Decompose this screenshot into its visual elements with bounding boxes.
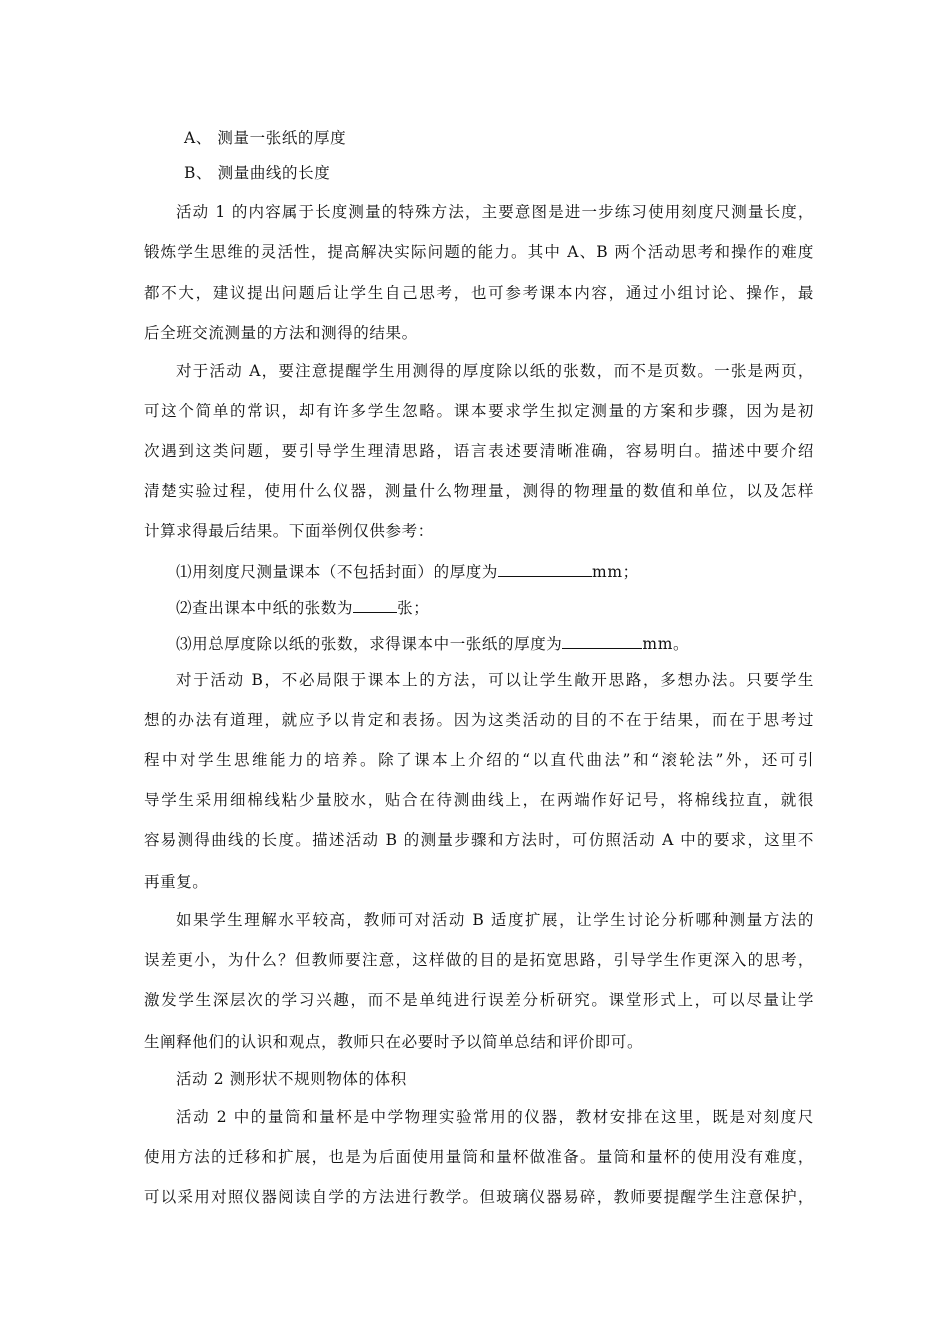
para3-line5: 容易测得曲线的长度。描述活动 B 的测量步骤和方法时，可仿照活动 A 中的要求，这里不 xyxy=(144,831,814,849)
para5-line3: 可以采用对照仪器阅读自学的方法进行教学。但玻璃仪器易碎，教师要提醒学生注意保护， xyxy=(144,1188,814,1206)
section-heading-activity-2: 活动 2 测形状不规则物体的体积 xyxy=(176,1070,407,1088)
step-1-blank xyxy=(498,561,592,577)
step-2-text: ⑵查出课本中纸的张数为 xyxy=(176,599,354,617)
para2-line5: 计算求得最后结果。下面举例仅供参考： xyxy=(144,522,434,540)
para1-line2: 锻炼学生思维的灵活性，提高解决实际问题的能力。其中 A、B 两个活动思考和操作的难度 xyxy=(144,243,814,261)
step-3-unit: mm。 xyxy=(642,635,690,653)
step-2 xyxy=(176,597,814,618)
para2-line1: 对于活动 A，要注意提醒学生用测得的厚度除以纸的张数，而不是页数。一张是两页， xyxy=(176,362,814,380)
para5-line1: 活动 2 中的量筒和量杯是中学物理实验常用的仪器，教材安排在这里，既是对刻度尺 xyxy=(176,1108,814,1126)
para3-line3: 程中对学生思维能力的培养。除了课本上介绍的“以直代曲法”和“滚轮法”外，还可引 xyxy=(144,751,814,769)
step-1 xyxy=(176,561,814,582)
para3-line4: 导学生采用细棉线粘少量胶水，贴合在待测曲线上，在两端作好记号，将棉线拉直，就很 xyxy=(144,791,814,809)
para1-line4: 后全班交流测量的方法和测得的结果。 xyxy=(144,324,418,342)
item-a: A、 测量一张纸的厚度 xyxy=(184,129,347,147)
para3-line6: 再重复。 xyxy=(144,873,209,891)
item-b: B、 测量曲线的长度 xyxy=(184,164,331,182)
para2-line4: 清楚实验过程，使用什么仪器，测量什么物理量，测得的物理量的数值和单位，以及怎样 xyxy=(144,482,814,500)
step-3-blank xyxy=(562,633,642,649)
step-1-text: ⑴用刻度尺测量课本（不包括封面）的厚度为 xyxy=(176,563,499,581)
para2-line2: 可这个简单的常识，却有许多学生忽略。课本要求学生拟定测量的方案和步骤，因为是初 xyxy=(144,402,814,420)
para4-line3: 激发学生深层次的学习兴趣，而不是单纯进行误差分析研究。课堂形式上，可以尽量让学 xyxy=(144,991,814,1009)
para2-line3: 次遇到这类问题，要引导学生理清思路，语言表述要清晰准确，容易明白。描述中要介绍 xyxy=(144,442,814,460)
para4-line2: 误差更小，为什么？但教师要注意，这样做的目的是拓宽思路，引导学生作更深入的思考， xyxy=(144,951,814,969)
para4-line1: 如果学生理解水平较高，教师可对活动 B 适度扩展，让学生讨论分析哪种测量方法的 xyxy=(176,911,814,929)
para3-line2: 想的办法有道理，就应予以肯定和表扬。因为这类活动的目的不在于结果，而在于思考过 xyxy=(144,711,814,729)
step-2-blank xyxy=(353,597,397,613)
para5-line2: 使用方法的迁移和扩展，也是为后面使用量筒和量杯做准备。量筒和量杯的使用没有难度， xyxy=(144,1148,814,1166)
step-2-unit: 张； xyxy=(397,599,430,617)
step-3-text: ⑶用总厚度除以纸的张数，求得课本中一张纸的厚度为 xyxy=(176,635,563,653)
para4-line4: 生阐释他们的认识和观点，教师只在必要时予以简单总结和评价即可。 xyxy=(144,1033,644,1051)
para1-line1: 活动 1 的内容属于长度测量的特殊方法，主要意图是进一步练习使用刻度尺测量长度， xyxy=(176,203,814,221)
step-1-unit: mm； xyxy=(592,563,639,581)
para1-line3: 都不大，建议提出问题后让学生自己思考，也可参考课本内容，通过小组讨论、操作，最 xyxy=(144,284,814,302)
step-3 xyxy=(176,633,814,654)
para3-line1: 对于活动 B，不必局限于课本上的方法，可以让学生敞开思路，多想办法。只要学生 xyxy=(176,671,814,689)
